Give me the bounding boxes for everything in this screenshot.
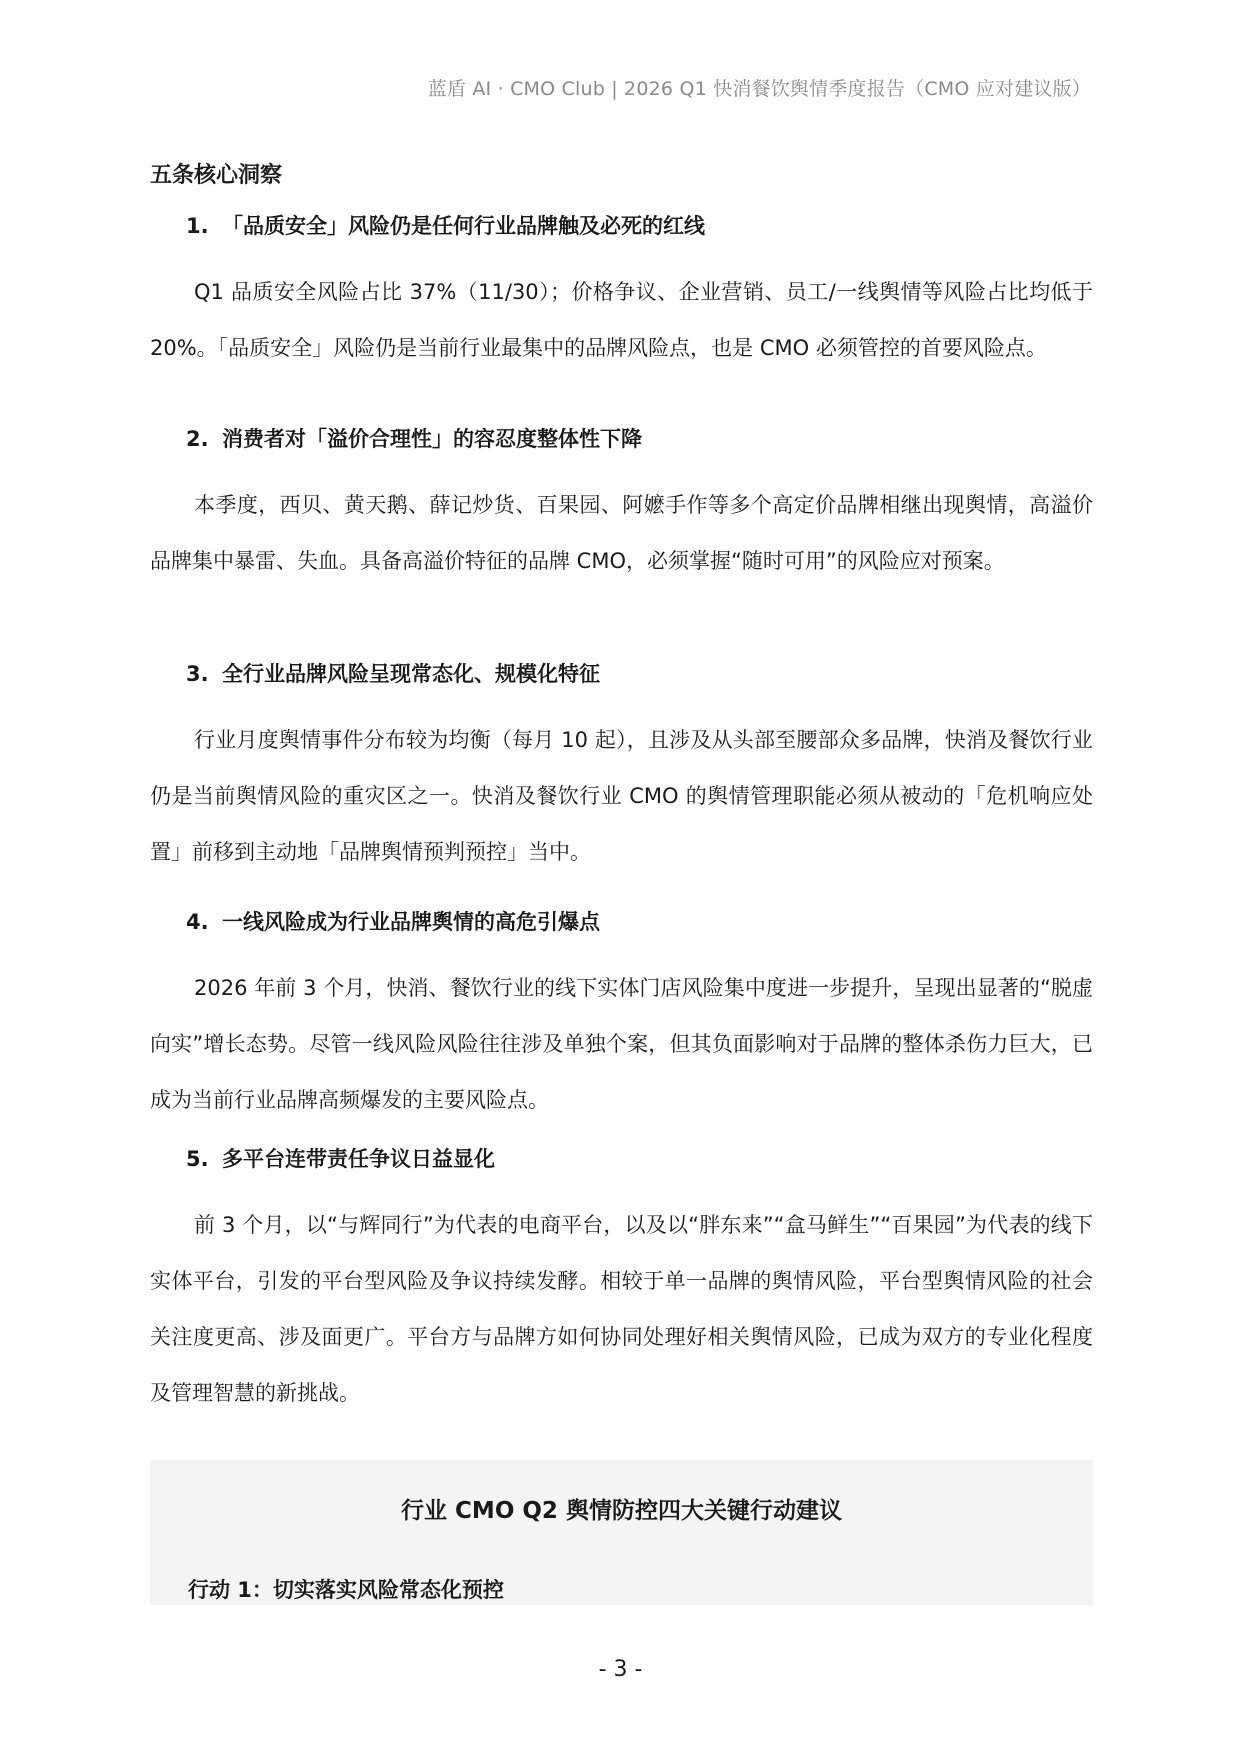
insight-heading xyxy=(150,1143,1093,1173)
insight-item-5 xyxy=(150,1143,1093,1421)
insight-heading xyxy=(150,906,1093,936)
action-item-1: 行动 1：切实落实风险常态化预控 xyxy=(188,1578,504,1602)
insight-heading xyxy=(150,658,1093,688)
insight-title: 多平台连带责任争议日益显化 xyxy=(222,1147,495,1171)
insight-title: 「品质安全」风险仍是任何行业品牌触及必死的红线 xyxy=(222,214,705,238)
insight-item-1 xyxy=(150,210,1093,376)
running-header: 蓝盾 AI · CMO Club | 2026 Q1 快消餐饮舆情季度报告（CMO 应对建议版） xyxy=(427,78,1091,100)
insight-title: 全行业品牌风险呈现常态化、规模化特征 xyxy=(222,662,600,686)
insight-item-3 xyxy=(150,658,1093,880)
insight-body: 前 3 个月，以“与辉同行”为代表的电商平台，以及以“胖东来”“盒马鲜生”“百果园”为代表的线下实体平台，引发的平台型风险及争议持续发酵。相较于单一品牌的舆情风险，平台型舆情风险的社会关注度更高、涉及面更广。平台方与品牌方如何协同处理好相关舆情风险，已成为双方的专业化程度及管理智慧的新挑战。 xyxy=(150,1213,1093,1405)
insight-number: 1. xyxy=(186,214,209,238)
page-number: - 3 - xyxy=(598,1657,643,1682)
insight-body: 本季度，西贝、黄天鹅、薛记炒货、百果园、阿嬷手作等多个高定价品牌相继出现舆情，高溢价品牌集中暴雷、失血。具备高溢价特征的品牌 CMO，必须掌握“随时可用”的风险应对预案。 xyxy=(150,493,1093,573)
insight-number: 4. xyxy=(186,910,209,934)
insight-body: 行业月度舆情事件分布较为均衡（每月 10 起），且涉及从头部至腰部众多品牌，快消及餐饮行业仍是当前舆情风险的重灾区之一。快消及餐饮行业 CMO 的舆情管理职能必须从被动的「危机响应处置」前移到主动地「品牌舆情预判预控」当中。 xyxy=(150,728,1093,864)
insight-title: 一线风险成为行业品牌舆情的高危引爆点 xyxy=(222,910,600,934)
insight-number: 2. xyxy=(186,427,209,451)
insight-heading xyxy=(150,210,1093,240)
insight-number: 3. xyxy=(186,662,209,686)
insight-title: 消费者对「溢价合理性」的容忍度整体性下降 xyxy=(222,427,642,451)
insight-item-4 xyxy=(150,906,1093,1128)
insight-number: 5. xyxy=(186,1147,209,1171)
insight-body: Q1 品质安全风险占比 37%（11/30）；价格争议、企业营销、员工/一线舆情等风险占比均低于 20%。「品质安全」风险仍是当前行业最集中的品牌风险点，也是 CMO 必须管控的首要风险点。 xyxy=(150,280,1093,360)
action-box-title: 行业 CMO Q2 舆情防控四大关键行动建议 xyxy=(401,1498,842,1524)
insight-body: 2026 年前 3 个月，快消、餐饮行业的线下实体门店风险集中度进一步提升，呈现出显著的“脱虚向实”增长态势。尽管一线风险风险往往涉及单独个案，但其负面影响对于品牌的整体杀伤力巨大，已成为当前行业品牌高频爆发的主要风险点。 xyxy=(150,976,1093,1112)
insight-heading xyxy=(150,423,1093,453)
action-recommendations-box xyxy=(150,1460,1093,1605)
insight-item-2 xyxy=(150,423,1093,589)
section-title: 五条核心洞察 xyxy=(150,163,283,188)
